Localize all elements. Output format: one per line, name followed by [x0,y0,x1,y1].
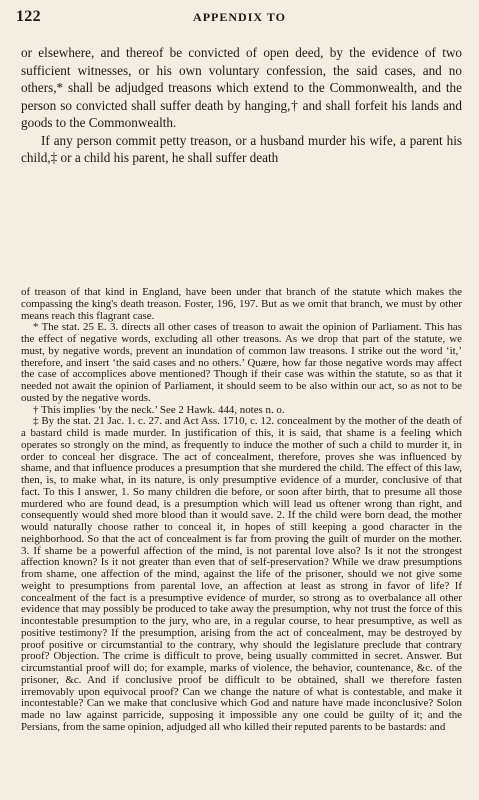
main-text [21,44,462,167]
running-head: APPENDIX TO [193,10,286,24]
page-number: 122 [16,8,41,25]
main-paragraph-2: If any person commit petty treason, or a husband murder his wife, a parent his child,‡ or a child his parent, he shall suffer death [21,132,462,165]
footnotes [21,287,462,734]
page-header [0,8,479,26]
footnote-continuation: of treason of that kind in England, have been under that branch of the statute which makes the compassing the king's death treason. Foster, 196, 197. But as we omit that branch, we must by other means reach this flagrant case. [21,286,462,322]
footnote-dagger: † This implies ‘by the neck.’ See 2 Hawk. 444, notes n. o. [33,403,285,416]
footnote-double-dagger: ‡ By the stat. 21 Jac. 1. c. 27. and Act Ass. 1710, c. 12. concealment by the mother of the death of a bastard child is made murder. In justification of this, it is said, that shame is a feeling which operates so strongly on the mind, as frequently to induce the mother of such a child to murder it, in order to conceal her disgrace. The act of concealment, therefore, proves she was influenced by shame, and that influence produces a presumption that she murdered the child. The effect of this law, then, is, to make what, in its nature, is only presumptive evidence of a murder, conclusive of that fact. To this I answer, 1. So many children die before, or soon after birth, that to presume all those murdered who are found dead, is a presumption which will lead us oftener wrong than right, and consequently would shed more blood than it would save. 2. If the child were born dead, the mother would naturally choose rather to conceal it, in hopes of still keeping a good character in the neighborhood. So that the act of concealment is far from proving the guilt of murder on the mother. 3. If shame be a powerful affection of the mind, is not parental love also? Is it not the strongest affection known? Is it not greater than even that of self-preservation? While we draw presumptions from shame, one affection of the mind, against the life of the prisoner, should we not give some weight to presumptions from parental love, an affection at least as strong in favor of life? If concealment of the fact is a presumptive evidence of murder, so strong as to overbalance all other evidence that may possibly be produced to take away the presumption, why not trust the force of this incontestable presumption to the jury, who are, in a regular course, to hear presumptive, as well as positive testimony? If the presumption, arising from the act of concealment, may be destroyed by proof positive or circumstantial to the contrary, why should the legislature preclude that contrary proof? Objection. The crime is difficult to prove, being usually committed in secret. Answer. But circumstantial proof will do; for example, marks of violence, the behavior, countenance, &c. of the prisoner, &c. And if conclusive proof be difficult to be obtained, shall we therefore fasten irremovably upon equivocal proof? Can we change the nature of what is contestable, and make it incontestable? Can we make that conclusive which God and nature have made inconclusive? Solon made no law against parricide, supposing it impossible any one could be guilty of it; and the Persians, from the same opinion, adjudged all who killed their reputed parents to be bastards: and [21,415,462,733]
main-paragraph-1: or elsewhere, and thereof be convicted of open deed, by the evidence of two sufficient witnesses, or his own voluntary confession, the said cases, and no others,* shall be adjudged treasons which extend to the Commonwealth, and the person so convicted shall suffer death by hanging,† and shall forfeit his lands and goods to the Commonwealth. [21,45,462,130]
footnote-asterisk: * The stat. 25 E. 3. directs all other cases of treason to await the opinion of Parliament. This has the effect of negative words, excluding all other treasons. As we drop that part of the statute, we must, by negative words, prevent an inundation of common law treasons. I strike out the word ‘it,’ therefore, and insert ‘the said cases and no others.’ Quære, how far those negative words may affect the case of accomplices above mentioned? Though if their case was within the statute, so as that it needed not await the opinion of Parliament, it should seem to be also within our act, so as not to be ousted by the negative words. [21,321,462,404]
